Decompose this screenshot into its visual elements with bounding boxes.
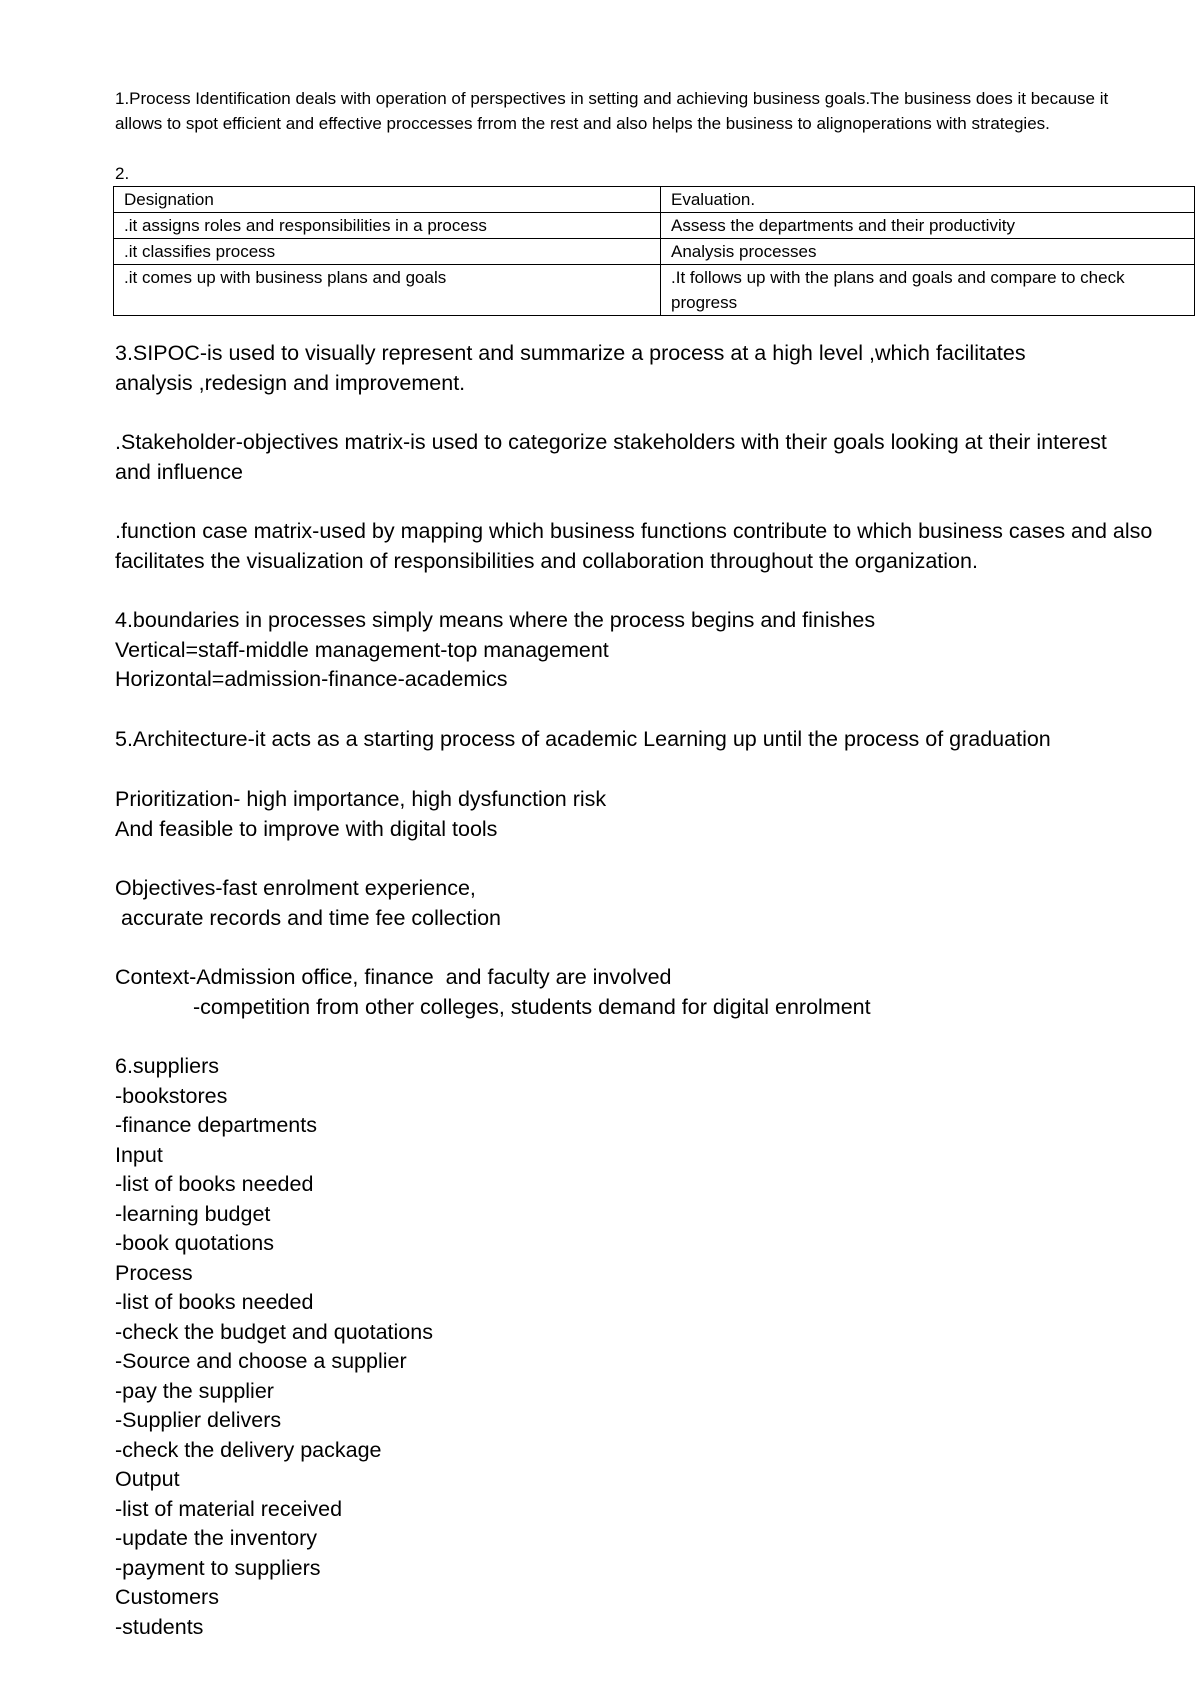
q5-objectives <box>115 874 1195 933</box>
list-item: -students <box>115 1614 204 1639</box>
text-line: 3.SIPOC-is used to visually represent and summarize a process at a high level ,which facilitates <box>115 341 1026 365</box>
list-item: -finance departments <box>115 1113 317 1137</box>
table-cell: .it assigns roles and responsibilities in a process <box>114 213 661 239</box>
list-item: Output <box>115 1467 180 1491</box>
list-item: -check the budget and quotations <box>115 1319 433 1344</box>
text-line: and influence <box>115 459 243 484</box>
q3-function-paragraph <box>115 517 1195 576</box>
list-item: Process <box>115 1260 193 1285</box>
list-item: -book quotations <box>115 1231 274 1255</box>
text-line: Vertical=staff-middle management-top management <box>115 637 609 662</box>
list-item: -update the inventory <box>115 1526 317 1550</box>
list-item: -payment to suppliers <box>115 1555 321 1580</box>
list-item: -learning budget <box>115 1201 271 1226</box>
table-row <box>114 265 1195 316</box>
text-line: -competition from other colleges, students demand for digital enrolment <box>193 994 871 1019</box>
list-item: -list of books needed <box>115 1172 314 1196</box>
q1-line-2: allows to spot efficient and effective proccesses frrom the rest and also helps the business to alignoperations with strategies. <box>115 114 1050 133</box>
q1-line-1: 1.Process Identification deals with operation of perspectives in setting and achieving business goals.The business does it because it <box>115 89 1109 108</box>
text-line: Prioritization- high importance, high dysfunction risk <box>115 787 607 811</box>
list-item: Customers <box>115 1585 219 1609</box>
text-line: .Stakeholder-objectives matrix-is used to categorize stakeholders with their goals looking at their interest <box>115 430 1107 454</box>
text-line: analysis ,redesign and improvement. <box>115 370 466 395</box>
q5-prioritization <box>115 785 1195 844</box>
list-item: -list of books needed <box>115 1290 314 1314</box>
q4-paragraph <box>115 606 1195 695</box>
q1-paragraph <box>115 86 1195 136</box>
designation-evaluation-table <box>113 186 1195 316</box>
table-cell: .It follows up with the plans and goals and compare to check progress <box>661 265 1195 316</box>
list-item: Input <box>115 1142 163 1167</box>
table-cell: Assess the departments and their productivity <box>661 213 1195 239</box>
table-row <box>114 213 1195 239</box>
text-line: 4.boundaries in processes simply means where the process begins and finishes <box>115 608 876 632</box>
q2-label <box>115 161 1195 186</box>
list-item: 6.suppliers <box>115 1054 219 1078</box>
table-header-designation: Designation <box>114 187 661 213</box>
table-cell: Analysis processes <box>661 239 1195 265</box>
q5-architecture <box>115 725 1195 755</box>
q3-stakeholder-paragraph <box>115 428 1195 487</box>
table-header-evaluation: Evaluation. <box>661 187 1195 213</box>
text-line: accurate records and time fee collection <box>115 905 502 930</box>
table-cell: .it classifies process <box>114 239 661 265</box>
list-item: -Source and choose a supplier <box>115 1349 407 1373</box>
table-row <box>114 239 1195 265</box>
q5-context <box>115 963 1195 1022</box>
list-item: -bookstores <box>115 1083 228 1108</box>
text-line: Objectives-fast enrolment experience, <box>115 876 476 900</box>
table-header-row <box>114 187 1195 213</box>
table-cell: .it comes up with business plans and goals <box>114 265 661 316</box>
list-item: -Supplier delivers <box>115 1408 282 1432</box>
list-item: -list of material received <box>115 1496 343 1521</box>
list-item: -check the delivery package <box>115 1437 382 1462</box>
list-item: -pay the supplier <box>115 1378 274 1403</box>
text-line: Horizontal=admission-finance-academics <box>115 667 508 691</box>
text-line: .function case matrix-used by mapping which business functions contribute to which business cases and also <box>115 519 1153 543</box>
text-line: 5.Architecture-it acts as a starting process of academic Learning up until the process of graduation <box>115 727 1051 751</box>
text-line: Context-Admission office, finance and faculty are involved <box>115 965 672 989</box>
q2-label-text: 2. <box>115 164 130 183</box>
text-line: And feasible to improve with digital tools <box>115 816 498 841</box>
q3-sipoc-paragraph <box>115 339 1195 398</box>
text-line: facilitates the visualization of responsibilities and collaboration throughout the organization. <box>115 548 978 573</box>
q6-sipoc-list <box>115 1052 1195 1642</box>
